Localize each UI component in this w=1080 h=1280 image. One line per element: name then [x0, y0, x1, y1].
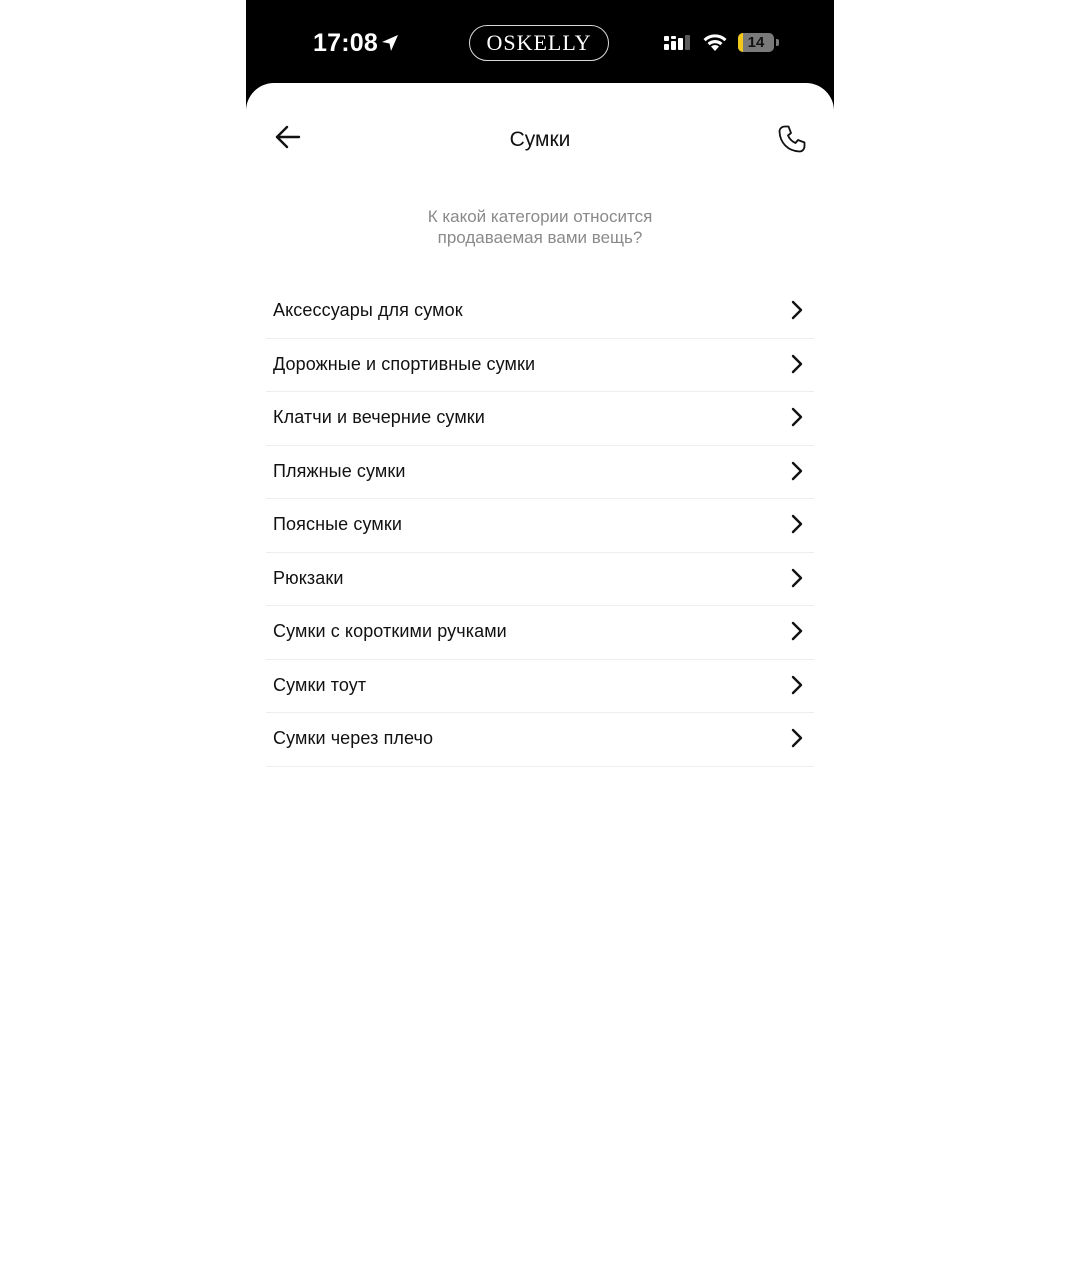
category-label: Клатчи и вечерние сумки: [273, 407, 485, 427]
chevron-right-icon: [786, 513, 808, 535]
chevron-right-icon: [786, 727, 808, 749]
battery-tip: [776, 39, 779, 46]
category-question-line-2: продаваемая вами вещь?: [437, 228, 643, 247]
cellular-signal-icon: [664, 33, 694, 53]
category-label: Сумки через плечо: [273, 728, 434, 748]
category-item-top-handle-bags[interactable]: [266, 606, 814, 660]
status-time: 17:08: [313, 29, 378, 57]
category-label: Сумки тоут: [273, 674, 367, 695]
location-arrow-icon: [380, 33, 400, 53]
chevron-right-icon: [786, 299, 808, 321]
app-screen: [246, 0, 834, 1280]
chevron-right-icon: [786, 406, 808, 428]
chevron-right-icon: [786, 460, 808, 482]
category-list: [266, 285, 814, 767]
category-label: Сумки с короткими ручками: [273, 621, 507, 641]
chevron-right-icon: [786, 674, 808, 696]
category-label: Рюкзаки: [273, 567, 344, 588]
category-item-tote-bags[interactable]: [266, 660, 814, 714]
category-label: Поясные сумки: [273, 514, 402, 534]
category-question-line-1: К какой категории относится: [427, 207, 653, 226]
category-label: Пляжные сумки: [273, 460, 406, 481]
battery-icon: [738, 33, 774, 52]
dynamic-island: [469, 25, 609, 61]
category-label: Аксессуары для сумок: [273, 300, 463, 320]
battery-level: 14: [747, 34, 765, 51]
category-item-belt-bags[interactable]: [266, 499, 814, 553]
category-item-travel-sport-bags[interactable]: [266, 339, 814, 393]
category-item-clutches[interactable]: [266, 392, 814, 446]
chevron-right-icon: [786, 567, 808, 589]
category-item-beach-bags[interactable]: [266, 446, 814, 500]
category-item-backpacks[interactable]: [266, 553, 814, 607]
category-item-bag-accessories[interactable]: [266, 285, 814, 339]
chevron-right-icon: [786, 353, 808, 375]
category-item-shoulder-bags[interactable]: [266, 713, 814, 767]
category-sheet: [246, 83, 834, 1280]
phone-icon[interactable]: [776, 123, 808, 155]
island-logo: OSKELLY: [486, 30, 592, 55]
category-question: [340, 206, 740, 248]
category-label: Дорожные и спортивные сумки: [273, 353, 536, 374]
chevron-right-icon: [786, 620, 808, 642]
page-title: Сумки: [509, 128, 571, 151]
wifi-icon: [702, 32, 728, 54]
